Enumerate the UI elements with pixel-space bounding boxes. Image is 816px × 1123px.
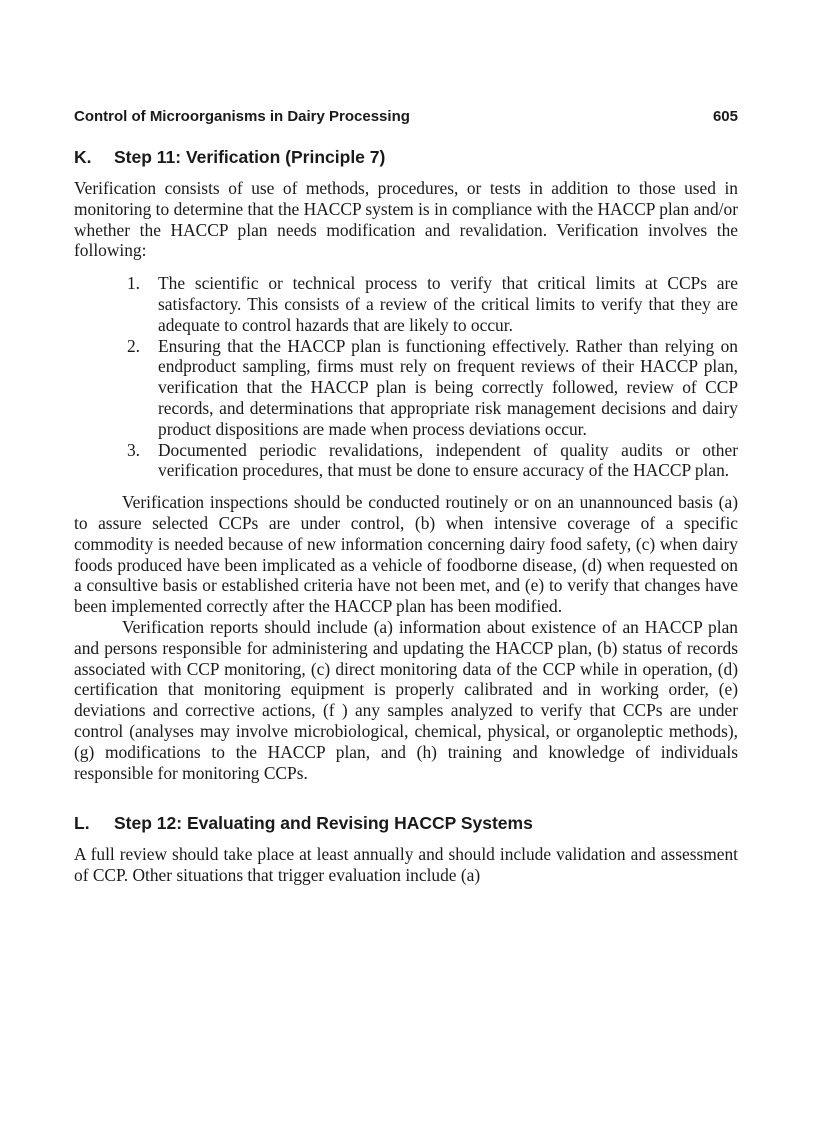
inspections-paragraph: Verification inspections should be conducted routinely or on an unannounced basis (a) to assure selected CCPs are under control, (b) when intensive coverage of a specific commodity is needed because of new information concerning dairy food safety, (c) when dairy foods produced have been implicated as a vehicle of foodborne disease, (d) when requested on a consultive basis or established criteria have not been met, and (e) to verify that changes have been implemented correctly after the HACCP plan has been modified.: [74, 492, 738, 617]
page-content: [74, 108, 738, 886]
running-head: [74, 108, 738, 125]
list-item: [74, 273, 738, 335]
verification-list: [74, 273, 738, 481]
section-k-title: Step 11: Verification (Principle 7): [114, 147, 386, 167]
list-item-number: 2.: [126, 335, 140, 356]
reports-paragraph: Verification reports should include (a) information about existence of an HACCP plan and persons responsible for administering and updating the HACCP plan, (b) status of records associated with CCP monitoring, (c) direct monitoring data of the CCP while in operation, (d) certification that monitoring equipment is properly calibrated and in working order, (e) deviations and corrective actions, (f ) any samples analyzed to verify that CCPs are under control (analyses may involve microbiological, chemical, physical, or organoleptic methods), (g) modifications to the HACCP plan, and (h) training and knowledge of individuals responsible for monitoring CCPs.: [74, 616, 738, 783]
list-item-text: The scientific or technical process to verify that critical limits at CCPs are satisfactory. This consists of a review of the critical limits to verify that they are adequate to control hazards that are likely to occur.: [158, 273, 738, 335]
section-l-letter: L.: [74, 813, 90, 834]
page-number: 605: [712, 108, 738, 125]
list-item-number: 3.: [126, 439, 140, 460]
list-item-text: Documented periodic revalidations, independent of quality audits or other verification procedures, that must be done to ensure accuracy of the HACCP plan.: [158, 439, 738, 481]
list-item: [74, 440, 738, 482]
section-k-heading: [74, 147, 738, 168]
section-k-intro: Verification consists of use of methods, procedures, or tests in addition to those used in monitoring to determine that the HACCP system is in compliance with the HACCP plan and/or whether the HACCP plan needs modification and revalidation. Verification involves the following:: [74, 178, 738, 261]
list-item-number: 1.: [126, 273, 140, 294]
section-l-heading: [74, 813, 738, 834]
running-head-title: Control of Microorganisms in Dairy Processing: [74, 108, 410, 125]
section-k-letter: K.: [74, 147, 92, 167]
list-item: [74, 336, 738, 440]
section-l-intro: A full review should take place at least annually and should include validation and assessment of CCP. Other situations that trigger evaluation include (a): [74, 844, 738, 886]
section-l-title: Step 12: Evaluating and Revising HACCP Systems: [114, 813, 533, 834]
list-item-text: Ensuring that the HACCP plan is functioning effectively. Rather than relying on endproduct sampling, firms must rely on frequent reviews of their HACCP plan, verification that the HACCP plan is being correctly followed, review of CCP records, and determinations that appropriate risk management decisions and dairy product dispositions are made when process deviations occur.: [158, 335, 738, 439]
